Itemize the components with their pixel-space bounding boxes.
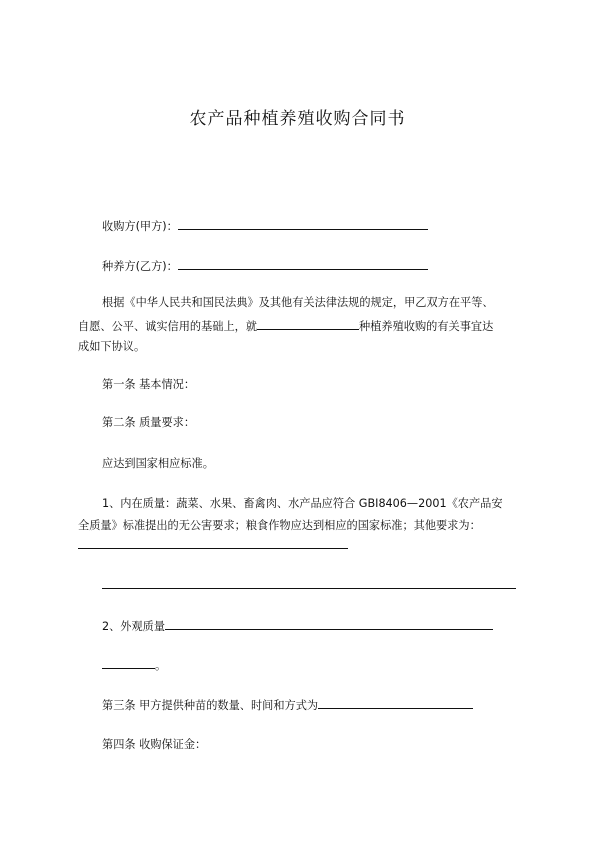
intro-line-3: 成如下协议。 bbox=[78, 340, 146, 353]
item-1-line-1: 1、内在质量：蔬菜、水果、畜禽肉、水产品应符合 GBI8406—2001《农产品安 bbox=[102, 497, 503, 510]
buyer-blank[interactable] bbox=[178, 218, 428, 230]
article-4: 第四条 收购保证金： bbox=[102, 738, 207, 751]
item-1-blank-extra[interactable] bbox=[102, 588, 516, 589]
item-2-continuation bbox=[102, 657, 166, 673]
appearance-blank-extra[interactable] bbox=[102, 657, 155, 669]
intro-line-2-after: 种植养殖收购的有关事宜达 bbox=[359, 320, 494, 333]
item-2-end: 。 bbox=[155, 659, 167, 672]
standard-note: 应达到国家相应标准。 bbox=[102, 457, 214, 470]
buyer-label: 收购方(甲方)： bbox=[102, 220, 178, 233]
item-1-line-2: 全质量》标准提出的无公害要求；粮食作物应达到相应的国家标准；其他要求为： bbox=[78, 519, 481, 532]
intro-line-2-before: 自愿、公平、诚实信用的基础上，就 bbox=[78, 320, 258, 333]
intro-line-2 bbox=[78, 318, 493, 334]
item-1-blank[interactable] bbox=[78, 548, 348, 549]
intro-line-1: 根据《中华人民共和国民法典》及其他有关法律法规的规定，甲乙双方在平等、 bbox=[102, 296, 494, 309]
article-3-line bbox=[102, 697, 473, 713]
grower-line bbox=[102, 258, 428, 274]
article-3: 第三条 甲方提供种苗的数量、时间和方式为 bbox=[102, 699, 319, 712]
appearance-blank[interactable] bbox=[165, 618, 493, 630]
buyer-line bbox=[102, 218, 428, 234]
seedling-blank[interactable] bbox=[318, 697, 473, 709]
item-2-line bbox=[102, 618, 493, 634]
item-2-label: 2、外观质量 bbox=[102, 620, 166, 633]
article-1: 第一条 基本情况： bbox=[102, 378, 196, 391]
grower-label: 种养方(乙方)： bbox=[102, 260, 178, 273]
grower-blank[interactable] bbox=[178, 258, 428, 270]
crop-blank[interactable] bbox=[257, 318, 359, 330]
document-title: 农产品种植养殖收购合同书 bbox=[189, 109, 406, 129]
article-2: 第二条 质量要求： bbox=[102, 416, 196, 429]
